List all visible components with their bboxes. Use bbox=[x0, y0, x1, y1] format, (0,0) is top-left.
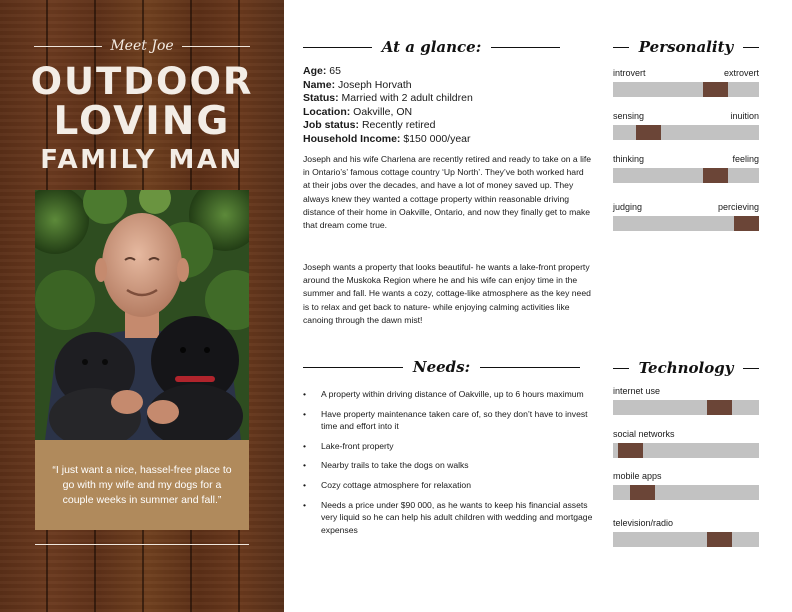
need-text: Have property maintenance taken care of, so they don’t have to invest time and effort into it bbox=[321, 408, 588, 432]
needs-list bbox=[303, 388, 593, 543]
fact-value: $150 000/year bbox=[403, 132, 471, 145]
scale-track bbox=[613, 443, 759, 458]
scale-marker bbox=[630, 485, 655, 500]
divider bbox=[491, 47, 560, 48]
list-item bbox=[303, 440, 593, 453]
scale-label: television/radio bbox=[613, 518, 674, 528]
fact-row bbox=[303, 65, 593, 79]
fact-label: Location: bbox=[303, 105, 351, 118]
glance-title: At a glance: bbox=[381, 38, 482, 56]
fact-value: Married with 2 adult children bbox=[341, 92, 473, 105]
scale-track bbox=[613, 125, 759, 140]
scale-marker bbox=[618, 443, 643, 458]
fact-row bbox=[303, 92, 593, 106]
technology-scale bbox=[613, 429, 759, 458]
bio-paragraph-1: Joseph and his wife Charlena are recently retired and ready to take on a life in Ontario’s’ famous cottage country ‘Up North’. They’ve both worked hard at their jobs over the decades, and have a lot of money saved up. They always knew they wanted a cottage property within reasonable driving distance of their home in Oakville, Ontario, and now they finally get to make that dream come true. bbox=[303, 154, 592, 231]
scale-track bbox=[613, 168, 759, 183]
meet-header bbox=[34, 36, 250, 56]
personality-scale bbox=[613, 154, 759, 183]
personality-header bbox=[613, 36, 759, 58]
fact-label: Name: bbox=[303, 78, 336, 91]
technology-scale bbox=[613, 518, 759, 547]
scale-right-label: feeling bbox=[732, 154, 759, 164]
technology-header bbox=[613, 357, 759, 379]
scale-right-label: inuition bbox=[730, 111, 759, 121]
scale-marker bbox=[734, 216, 759, 231]
fact-row bbox=[303, 133, 593, 147]
need-text: A property within driving distance of Oakville, up to 6 hours maximum bbox=[321, 389, 584, 399]
divider bbox=[303, 47, 372, 48]
scale-marker bbox=[703, 168, 728, 183]
scale-left-label: thinking bbox=[613, 154, 645, 164]
need-text: Needs a price under $90 000, as he wants to keep his financial assets very liquid so he can help his adult children with wedding and mortgage expenses bbox=[321, 499, 593, 535]
need-text: Nearby trails to take the dogs on walks bbox=[321, 460, 469, 471]
list-item bbox=[303, 408, 593, 433]
divider bbox=[743, 368, 759, 369]
list-item bbox=[303, 499, 593, 537]
bullet: • bbox=[303, 499, 307, 510]
divider bbox=[182, 46, 250, 47]
headline-line-1: OUTDOOR bbox=[30, 60, 254, 103]
scale-left-label: sensing bbox=[613, 111, 645, 121]
scale-right-label: percieving bbox=[717, 202, 759, 212]
personality-scale bbox=[613, 68, 759, 97]
list-item bbox=[303, 388, 593, 401]
technology-title: Technology bbox=[638, 359, 734, 377]
need-text: Cozy cottage atmosphere for relaxation bbox=[321, 479, 471, 490]
need-text: Lake-front property bbox=[321, 440, 394, 451]
scale-label: internet use bbox=[613, 386, 661, 396]
list-item bbox=[303, 459, 593, 472]
scale-track bbox=[613, 82, 759, 97]
persona-quote: “I just want a nice, hassel-free place to go with my wife and my dogs for a couple weeks in summer and fall.” bbox=[52, 463, 232, 506]
fact-row bbox=[303, 79, 593, 93]
fact-value: 65 bbox=[329, 65, 341, 77]
divider bbox=[613, 47, 629, 48]
needs-header bbox=[303, 356, 580, 378]
fact-row bbox=[303, 106, 593, 120]
persona-photo bbox=[35, 190, 249, 440]
scale-track bbox=[613, 400, 759, 415]
bio-paragraph-2: Joseph wants a property that looks beautiful- he wants a lake-front property around the Muskoka Region where he and his wife can enjoy time in the summer and fall. He wants a cozy, cottage-like atmosphere as the key need is to relax and get back to nature- while enjoying calming activities like canoing through the dawn mist! bbox=[303, 262, 591, 325]
fact-label: Status: bbox=[303, 92, 339, 105]
fact-list bbox=[303, 65, 593, 147]
fact-label: Job status: bbox=[303, 119, 360, 132]
personality-scale bbox=[613, 111, 759, 140]
wood-panel bbox=[0, 0, 284, 612]
fact-label: Household Income: bbox=[303, 132, 401, 145]
glance-header bbox=[303, 36, 560, 58]
list-item bbox=[303, 479, 593, 492]
divider bbox=[303, 367, 403, 368]
meet-label: Meet Joe bbox=[110, 38, 174, 54]
scale-track bbox=[613, 485, 759, 500]
technology-scale bbox=[613, 471, 759, 500]
divider bbox=[480, 367, 580, 368]
technology-scale bbox=[613, 386, 759, 415]
scale-marker bbox=[707, 532, 732, 547]
bullet: • bbox=[303, 408, 307, 419]
needs-title: Needs: bbox=[412, 358, 471, 376]
scale-marker bbox=[707, 400, 732, 415]
bullet: • bbox=[303, 389, 307, 399]
fact-label: Age: bbox=[303, 65, 327, 77]
scale-marker bbox=[636, 125, 661, 140]
personality-scale bbox=[613, 202, 759, 231]
bullet: • bbox=[303, 479, 307, 490]
divider bbox=[613, 368, 629, 369]
quote-box bbox=[35, 440, 249, 530]
headline-line-2: LOVING bbox=[53, 99, 231, 144]
fact-row bbox=[303, 119, 593, 133]
bullet: • bbox=[303, 440, 307, 451]
bullet: • bbox=[303, 460, 307, 471]
headline-line-3: FAMILY MAN bbox=[40, 145, 244, 175]
personality-title: Personality bbox=[638, 38, 734, 56]
scale-track bbox=[613, 532, 759, 547]
fact-value: Recently retired bbox=[361, 119, 436, 132]
scale-label: mobile apps bbox=[613, 471, 662, 481]
fact-value: Joseph Horvath bbox=[338, 78, 412, 91]
divider bbox=[34, 46, 102, 47]
divider bbox=[743, 47, 759, 48]
scale-left-label: judging bbox=[613, 202, 643, 212]
scale-marker bbox=[703, 82, 728, 97]
scale-right-label: extrovert bbox=[723, 68, 759, 78]
scale-track bbox=[613, 216, 759, 231]
fact-value: Oakville, ON bbox=[353, 105, 413, 118]
scale-left-label: introvert bbox=[613, 68, 646, 78]
scale-label: social networks bbox=[613, 429, 675, 439]
divider bbox=[35, 544, 249, 545]
